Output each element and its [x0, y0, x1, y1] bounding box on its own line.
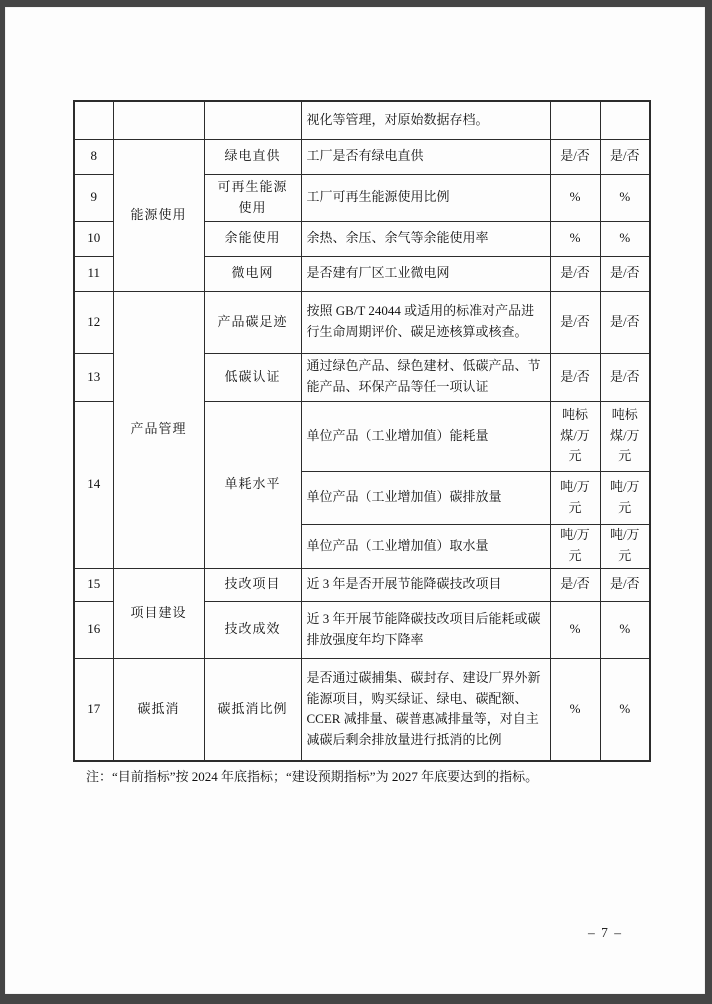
expected-unit-cell: 是/否: [600, 353, 650, 401]
expected-unit-cell: 吨/万元: [600, 524, 650, 568]
group-cell: 能源使用: [113, 139, 204, 291]
expected-unit-cell: 是/否: [600, 291, 650, 353]
table-row: [74, 658, 650, 761]
row-no-cell: 17: [74, 658, 113, 761]
current-unit-cell: %: [550, 174, 600, 221]
current-unit-cell: 吨标煤/万元: [550, 401, 600, 471]
indicator-cell: 绿电直供: [204, 139, 301, 174]
description-cell: 近 3 年是否开展节能降碳技改项目: [301, 568, 550, 601]
table-row: [74, 139, 650, 174]
row-no-cell: [74, 101, 113, 139]
expected-unit-cell: 是/否: [600, 256, 650, 291]
indicator-table: [73, 100, 651, 762]
group-cell: [113, 101, 204, 139]
row-no-cell: 9: [74, 174, 113, 221]
current-unit-cell: 是/否: [550, 568, 600, 601]
row-no-cell: 12: [74, 291, 113, 353]
current-unit-cell: %: [550, 601, 600, 658]
description-cell: 单位产品（工业增加值）能耗量: [301, 401, 550, 471]
current-unit-cell: 是/否: [550, 139, 600, 174]
group-cell: 项目建设: [113, 568, 204, 658]
indicator-cell: 碳抵消比例: [204, 658, 301, 761]
current-unit-cell: 吨/万元: [550, 524, 600, 568]
indicator-cell: 单耗水平: [204, 401, 301, 568]
expected-unit-cell: %: [600, 174, 650, 221]
description-cell: 余热、余压、余气等余能使用率: [301, 221, 550, 256]
row-no-cell: 15: [74, 568, 113, 601]
expected-unit-cell: 是/否: [600, 139, 650, 174]
indicator-cell: 余能使用: [204, 221, 301, 256]
indicator-cell: 技改成效: [204, 601, 301, 658]
current-unit-cell: 吨/万元: [550, 471, 600, 524]
row-no-cell: 11: [74, 256, 113, 291]
table-row: [74, 291, 650, 353]
expected-unit-cell: 是/否: [600, 568, 650, 601]
group-cell: 产品管理: [113, 291, 204, 568]
description-cell: 是否建有厂区工业微电网: [301, 256, 550, 291]
current-unit-cell: [550, 101, 600, 139]
document-page: [5, 7, 705, 994]
expected-unit-cell: [600, 101, 650, 139]
indicator-cell: 技改项目: [204, 568, 301, 601]
indicator-cell: 微电网: [204, 256, 301, 291]
expected-unit-cell: %: [600, 221, 650, 256]
expected-unit-cell: %: [600, 601, 650, 658]
description-cell: 按照 GB/T 24044 或适用的标准对产品进行生命周期评价、碳足迹核算或核查。: [301, 291, 550, 353]
group-cell: 碳抵消: [113, 658, 204, 761]
current-unit-cell: %: [550, 658, 600, 761]
indicator-cell: 产品碳足迹: [204, 291, 301, 353]
current-unit-cell: 是/否: [550, 353, 600, 401]
description-cell: 单位产品（工业增加值）取水量: [301, 524, 550, 568]
current-unit-cell: 是/否: [550, 256, 600, 291]
page-number: – 7 –: [588, 925, 623, 940]
description-cell: 工厂可再生能源使用比例: [301, 174, 550, 221]
table-footnote: 注：“目前指标”按 2024 年底指标；“建设预期指标”为 2027 年底要达到的指标。: [86, 769, 539, 784]
row-no-cell: 8: [74, 139, 113, 174]
current-unit-cell: %: [550, 221, 600, 256]
expected-unit-cell: %: [600, 658, 650, 761]
indicator-cell: 低碳认证: [204, 353, 301, 401]
description-cell: 视化等管理，对原始数据存档。: [301, 101, 550, 139]
row-no-cell: 16: [74, 601, 113, 658]
row-no-cell: 14: [74, 401, 113, 568]
row-no-cell: 13: [74, 353, 113, 401]
current-unit-cell: 是/否: [550, 291, 600, 353]
expected-unit-cell: 吨/万元: [600, 471, 650, 524]
description-cell: 单位产品（工业增加值）碳排放量: [301, 471, 550, 524]
description-cell: 近 3 年开展节能降碳技改项目后能耗或碳排放强度年均下降率: [301, 601, 550, 658]
description-cell: 是否通过碳捕集、碳封存、建设厂界外新能源项目，购买绿证、绿电、碳配额、CCER 减排量、碳普惠减排量等，对自主减碳后剩余排放量进行抵消的比例: [301, 658, 550, 761]
expected-unit-cell: 吨标煤/万元: [600, 401, 650, 471]
table-row-continuation: [74, 101, 650, 139]
description-cell: 通过绿色产品、绿色建材、低碳产品、节能产品、环保产品等任一项认证: [301, 353, 550, 401]
indicator-cell: [204, 101, 301, 139]
row-no-cell: 10: [74, 221, 113, 256]
table-row: [74, 568, 650, 601]
indicator-cell: 可再生能源使用: [204, 174, 301, 221]
description-cell: 工厂是否有绿电直供: [301, 139, 550, 174]
